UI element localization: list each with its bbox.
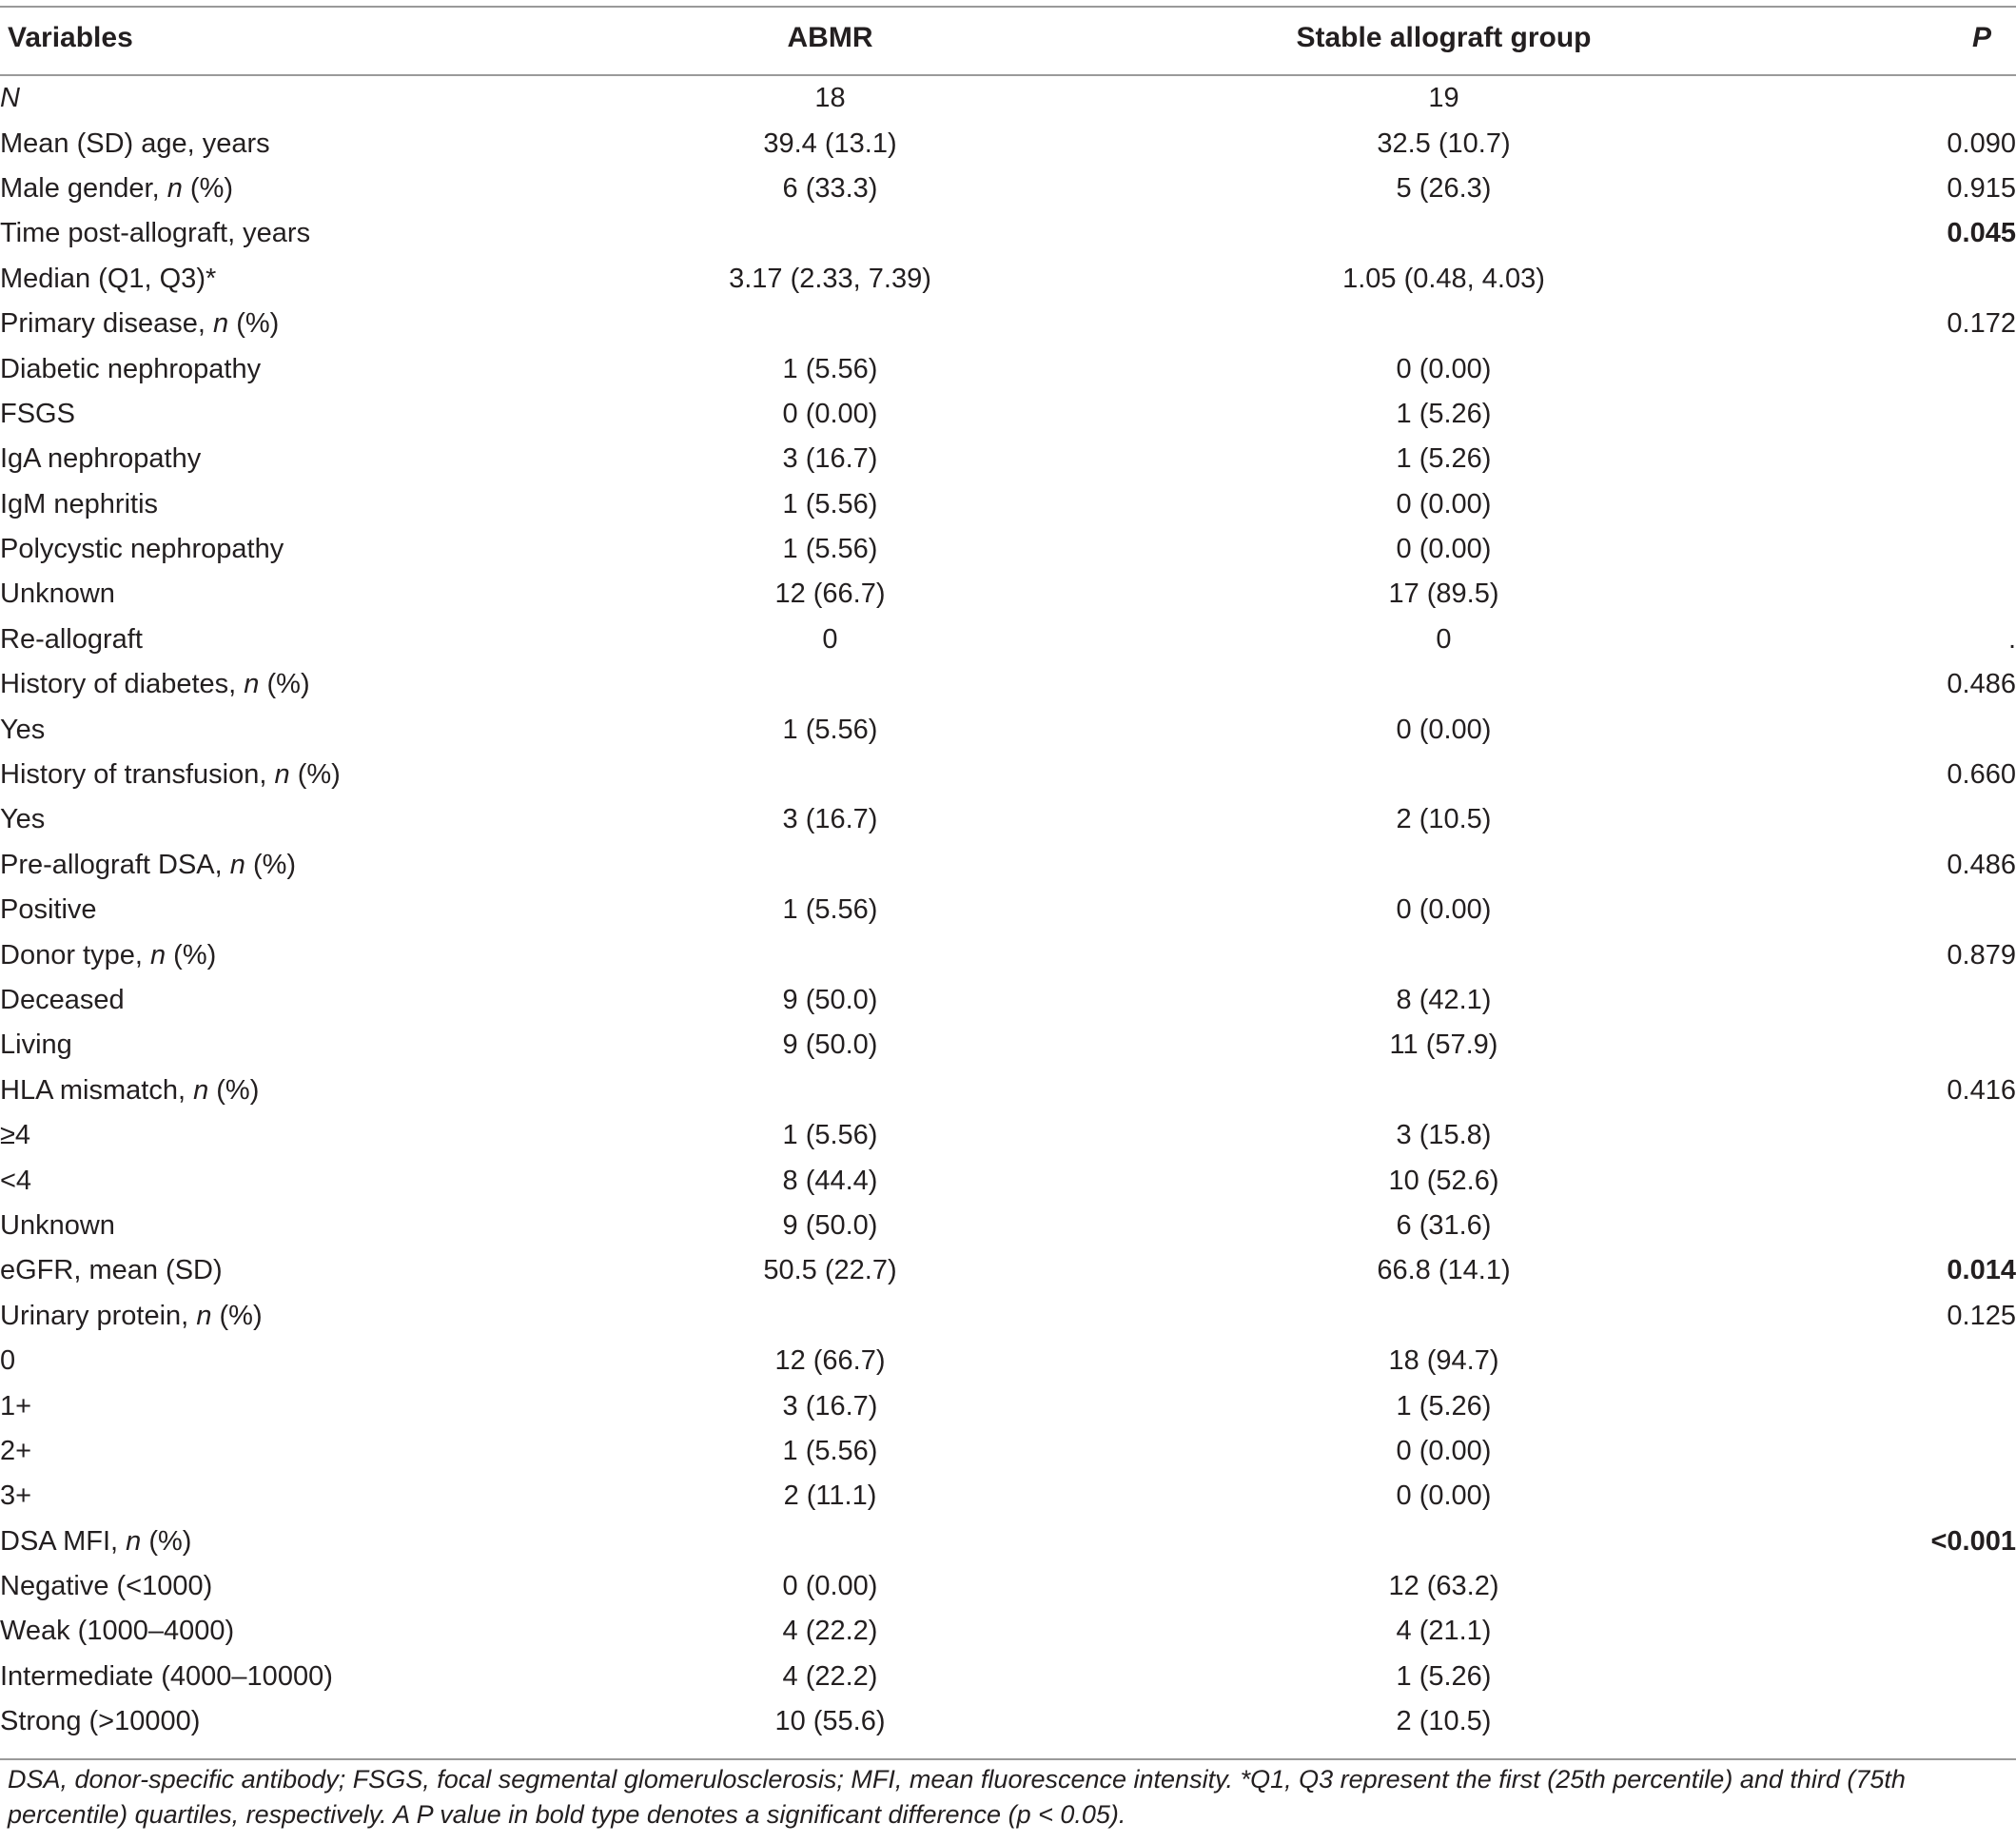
row-label (0, 1564, 533, 1609)
row-label-text: Male gender, (0, 172, 167, 204)
abmr-value: 1 (5.56) (782, 353, 878, 384)
abmr-value: 3.17 (2.33, 7.39) (729, 263, 931, 294)
row-label-n: n (126, 1525, 142, 1557)
row-label (0, 1429, 533, 1474)
abmr-value: 0 (0.00) (782, 1571, 878, 1602)
table-row (0, 482, 2016, 527)
header-rule (0, 74, 2016, 76)
table-row (0, 843, 2016, 888)
p-value: 0.660 (1947, 759, 2016, 791)
row-label-text: Deceased (0, 985, 125, 1015)
row-label-text: Urinary protein, (0, 1300, 197, 1331)
row-label (0, 482, 533, 527)
p-value (1760, 1383, 2016, 1428)
table-row (0, 1429, 2016, 1474)
row-label (0, 1609, 533, 1654)
abmr-value: 12 (66.7) (774, 578, 886, 610)
stable-value (1127, 662, 1760, 707)
abmr-value: 3 (16.7) (782, 1390, 878, 1421)
p-value: . (2007, 623, 2016, 655)
row-label-text: 0 (0, 1345, 16, 1377)
stable-value: 10 (52.6) (1388, 1165, 1499, 1196)
row-label (0, 1113, 533, 1158)
p-value (1760, 1609, 2016, 1654)
table-row (0, 1339, 2016, 1383)
table-footnote: DSA, donor-specific antibody; FSGS, focal segmental glomerulosclerosis; MFI, mean fluorescence intensity. *Q1, Q3 represent the first (25th percentile) and third (75th percentile) quartiles, respectively. A P value in bold type denotes a significant difference (p < 0.05). (8, 1765, 1906, 1829)
stable-value (1127, 932, 1760, 977)
table-row (0, 1519, 2016, 1564)
stable-value: 1 (5.26) (1396, 398, 1492, 429)
row-label (0, 797, 533, 842)
stable-value: 11 (57.9) (1389, 1029, 1498, 1061)
abmr-value: 4 (22.2) (782, 1616, 878, 1647)
header-p: P (1971, 22, 1991, 53)
p-value: 0.915 (1947, 172, 2016, 204)
row-label (0, 1069, 533, 1113)
p-value (1760, 572, 2016, 617)
row-label-text: Time post-allograft, years (0, 218, 311, 249)
row-label (0, 527, 533, 572)
row-label (0, 346, 533, 391)
header-stable: Stable allograft group (1296, 22, 1592, 53)
row-label-text: Living (0, 1029, 72, 1061)
table-row (0, 1113, 2016, 1158)
p-value (1760, 1474, 2016, 1519)
row-label-text: eGFR, mean (SD) (0, 1255, 223, 1286)
p-value (1760, 1564, 2016, 1609)
row-label-text: IgM nephritis (0, 488, 159, 520)
abmr-value (533, 753, 1127, 797)
stable-value: 2 (10.5) (1396, 1706, 1492, 1737)
abmr-value: 0 (0.00) (782, 398, 878, 429)
p-value (1760, 1429, 2016, 1474)
row-label (0, 1655, 533, 1699)
stable-value: 19 (1428, 83, 1459, 114)
row-label-text: N (0, 83, 20, 114)
p-value: 0.090 (1947, 127, 2016, 159)
row-label-text: Weak (1000–4000) (0, 1616, 235, 1647)
stable-value: 4 (21.1) (1396, 1616, 1492, 1647)
row-label-text: Pre-allograft DSA, (0, 849, 230, 880)
stable-value (1127, 302, 1760, 346)
row-label-text: 1+ (0, 1390, 32, 1421)
row-label (0, 1204, 533, 1248)
p-value: <0.001 (1930, 1525, 2016, 1557)
abmr-value (533, 932, 1127, 977)
row-label (0, 211, 533, 256)
stable-value (1127, 843, 1760, 888)
row-label-text: Re-allograft (0, 623, 143, 655)
abmr-value: 10 (55.6) (774, 1706, 886, 1737)
stable-value (1127, 1519, 1760, 1564)
table-row (0, 302, 2016, 346)
row-label-n: n (196, 1300, 212, 1331)
row-label (0, 1699, 533, 1744)
p-value (1760, 392, 2016, 437)
row-label (0, 1383, 533, 1428)
row-label-text: Polycystic nephropathy (0, 534, 284, 565)
row-label (0, 1158, 533, 1203)
table-row (0, 618, 2016, 662)
row-label (0, 662, 533, 707)
row-label-suffix: (%) (245, 849, 297, 880)
header-row (0, 0, 2016, 76)
stable-value: 0 (1436, 623, 1452, 655)
table-row (0, 1204, 2016, 1248)
p-value (1760, 1023, 2016, 1068)
table-row (0, 1023, 2016, 1068)
stable-value: 0 (0.00) (1396, 1480, 1492, 1512)
stable-value (1127, 753, 1760, 797)
p-value (1760, 527, 2016, 572)
stable-value: 66.8 (14.1) (1377, 1255, 1511, 1286)
table-row (0, 1474, 2016, 1519)
abmr-value: 12 (66.7) (774, 1345, 886, 1377)
row-label-text: Negative (<1000) (0, 1571, 213, 1602)
row-label-text: Strong (>10000) (0, 1706, 201, 1737)
row-label-n: n (274, 759, 290, 791)
stable-value (1127, 1294, 1760, 1339)
abmr-value: 39.4 (13.1) (763, 127, 897, 159)
table-row (0, 753, 2016, 797)
p-value (1760, 1204, 2016, 1248)
abmr-value: 3 (16.7) (782, 804, 878, 835)
row-label-text: IgA nephropathy (0, 443, 202, 475)
abmr-value (533, 662, 1127, 707)
stable-value (1127, 1069, 1760, 1113)
abmr-value: 0 (822, 623, 838, 655)
row-label (0, 978, 533, 1023)
p-value (1760, 76, 2016, 121)
abmr-value: 18 (814, 83, 846, 114)
p-value (1760, 1655, 2016, 1699)
table-row (0, 1383, 2016, 1428)
p-value: 0.045 (1947, 218, 2016, 249)
p-value (1760, 978, 2016, 1023)
abmr-value (533, 1069, 1127, 1113)
row-label-text: FSGS (0, 398, 75, 429)
row-label (0, 257, 533, 302)
table-row (0, 1248, 2016, 1293)
abmr-value: 1 (5.56) (782, 488, 878, 520)
row-label-suffix: (%) (182, 172, 234, 204)
row-label-suffix: (%) (289, 759, 341, 791)
row-label-text: Positive (0, 894, 97, 926)
row-label (0, 888, 533, 932)
header-variables: Variables (8, 22, 133, 53)
row-label-text: Unknown (0, 578, 115, 610)
row-label (0, 1023, 533, 1068)
p-value (1760, 1339, 2016, 1383)
abmr-value: 4 (22.2) (782, 1660, 878, 1692)
abmr-value (533, 843, 1127, 888)
stable-value: 1.05 (0.48, 4.03) (1342, 263, 1545, 294)
p-value: 0.879 (1947, 939, 2016, 971)
row-label-n: n (166, 172, 183, 204)
table-row (0, 1294, 2016, 1339)
stable-value: 1 (5.26) (1396, 1390, 1492, 1421)
row-label (0, 753, 533, 797)
abmr-value (533, 1294, 1127, 1339)
bottom-rule (0, 1758, 2016, 1760)
p-value: 0.014 (1947, 1255, 2016, 1286)
p-value: 0.172 (1947, 308, 2016, 340)
stable-value: 17 (89.5) (1388, 578, 1499, 610)
table-row (0, 76, 2016, 121)
p-value (1760, 482, 2016, 527)
stable-value: 3 (15.8) (1396, 1120, 1492, 1151)
row-label (0, 618, 533, 662)
table-body (0, 76, 2016, 1744)
abmr-value: 9 (50.0) (782, 1029, 878, 1061)
row-label-text: DSA MFI, (0, 1525, 127, 1557)
row-label-text: Mean (SD) age, years (0, 127, 270, 159)
row-label (0, 392, 533, 437)
abmr-value: 6 (33.3) (782, 172, 878, 204)
table-row (0, 167, 2016, 211)
table-row (0, 707, 2016, 752)
table-row (0, 1609, 2016, 1654)
abmr-value: 8 (44.4) (782, 1165, 878, 1196)
stable-value: 8 (42.1) (1396, 985, 1492, 1015)
p-value (1760, 1113, 2016, 1158)
row-label (0, 437, 533, 481)
p-value (1760, 437, 2016, 481)
row-label-n: n (244, 669, 260, 700)
table-row (0, 527, 2016, 572)
row-label-suffix: (%) (166, 939, 217, 971)
row-label-text: 3+ (0, 1480, 32, 1512)
row-label-n: n (213, 308, 229, 340)
row-label-text: Donor type, (0, 939, 150, 971)
abmr-value: 1 (5.56) (782, 534, 878, 565)
p-value: 0.125 (1947, 1300, 2016, 1331)
row-label-text: Intermediate (4000–10000) (0, 1660, 333, 1692)
table-row (0, 437, 2016, 481)
row-label-suffix: (%) (211, 1300, 263, 1331)
table-row (0, 932, 2016, 977)
stable-value: 6 (31.6) (1396, 1209, 1492, 1241)
row-label-text: 2+ (0, 1435, 32, 1466)
header-abmr: ABMR (787, 22, 873, 53)
row-label-text: Yes (0, 714, 46, 745)
row-label-n: n (149, 939, 166, 971)
abmr-value: 1 (5.56) (782, 1120, 878, 1151)
stable-value: 32.5 (10.7) (1377, 127, 1511, 159)
stable-value: 1 (5.26) (1396, 1660, 1492, 1692)
row-label-suffix: (%) (141, 1525, 192, 1557)
row-label-text: Unknown (0, 1209, 115, 1241)
abmr-value: 50.5 (22.7) (763, 1255, 897, 1286)
row-label (0, 1339, 533, 1383)
stable-value: 12 (63.2) (1388, 1571, 1499, 1602)
row-label-suffix: (%) (228, 308, 280, 340)
row-label (0, 572, 533, 617)
p-value (1760, 257, 2016, 302)
row-label-text: Primary disease, (0, 308, 214, 340)
abmr-value: 9 (50.0) (782, 985, 878, 1015)
row-label (0, 1474, 533, 1519)
table-row (0, 211, 2016, 256)
stable-value: 18 (94.7) (1388, 1345, 1499, 1377)
row-label-text: Yes (0, 804, 46, 835)
table-row (0, 346, 2016, 391)
row-label-text: History of transfusion, (0, 759, 275, 791)
table-row (0, 1069, 2016, 1113)
row-label-text: <4 (0, 1165, 32, 1196)
stable-value: 0 (0.00) (1396, 488, 1492, 520)
row-label-text: Diabetic nephropathy (0, 353, 262, 384)
stable-value: 0 (0.00) (1396, 894, 1492, 926)
abmr-value: 3 (16.7) (782, 443, 878, 475)
abmr-value: 9 (50.0) (782, 1209, 878, 1241)
row-label-suffix: (%) (259, 669, 310, 700)
row-label-text: HLA mismatch, (0, 1074, 194, 1106)
row-label-text: Median (Q1, Q3)* (0, 263, 217, 294)
table-row (0, 662, 2016, 707)
row-label (0, 1248, 533, 1293)
abmr-value (533, 302, 1127, 346)
row-label-text: History of diabetes, (0, 669, 245, 700)
abmr-value: 1 (5.56) (782, 714, 878, 745)
table-row (0, 888, 2016, 932)
table-row (0, 257, 2016, 302)
stable-value: 1 (5.26) (1396, 443, 1492, 475)
stable-value: 2 (10.5) (1396, 804, 1492, 835)
row-label-text: ≥4 (0, 1120, 31, 1151)
row-label (0, 121, 533, 166)
abmr-value (533, 211, 1127, 256)
row-label-suffix: (%) (208, 1074, 260, 1106)
row-label (0, 302, 533, 346)
table-row (0, 121, 2016, 166)
table-row (0, 1655, 2016, 1699)
table-row (0, 978, 2016, 1023)
p-value (1760, 888, 2016, 932)
p-value (1760, 346, 2016, 391)
table-row (0, 572, 2016, 617)
stable-value: 0 (0.00) (1396, 1435, 1492, 1466)
abmr-value (533, 1519, 1127, 1564)
stable-value: 0 (0.00) (1396, 534, 1492, 565)
p-value (1760, 707, 2016, 752)
stable-value: 0 (0.00) (1396, 353, 1492, 384)
table-row (0, 797, 2016, 842)
table-row (0, 1564, 2016, 1609)
row-label (0, 707, 533, 752)
row-label-n: n (193, 1074, 209, 1106)
stable-value: 5 (26.3) (1396, 172, 1492, 204)
stable-value (1127, 211, 1760, 256)
table-row (0, 1158, 2016, 1203)
p-value: 0.486 (1947, 849, 2016, 880)
row-label (0, 843, 533, 888)
p-value (1760, 1699, 2016, 1744)
abmr-value: 1 (5.56) (782, 1435, 878, 1466)
p-value: 0.416 (1947, 1074, 2016, 1106)
abmr-value: 1 (5.56) (782, 894, 878, 926)
abmr-value: 2 (11.1) (783, 1480, 877, 1512)
row-label (0, 932, 533, 977)
table-row (0, 1699, 2016, 1744)
row-label (0, 1294, 533, 1339)
row-label (0, 76, 533, 121)
row-label (0, 1519, 533, 1564)
p-value (1760, 797, 2016, 842)
p-value (1760, 1158, 2016, 1203)
row-label (0, 167, 533, 211)
table-row (0, 392, 2016, 437)
row-label-n: n (229, 849, 245, 880)
p-value: 0.486 (1947, 669, 2016, 700)
stable-value: 0 (0.00) (1396, 714, 1492, 745)
